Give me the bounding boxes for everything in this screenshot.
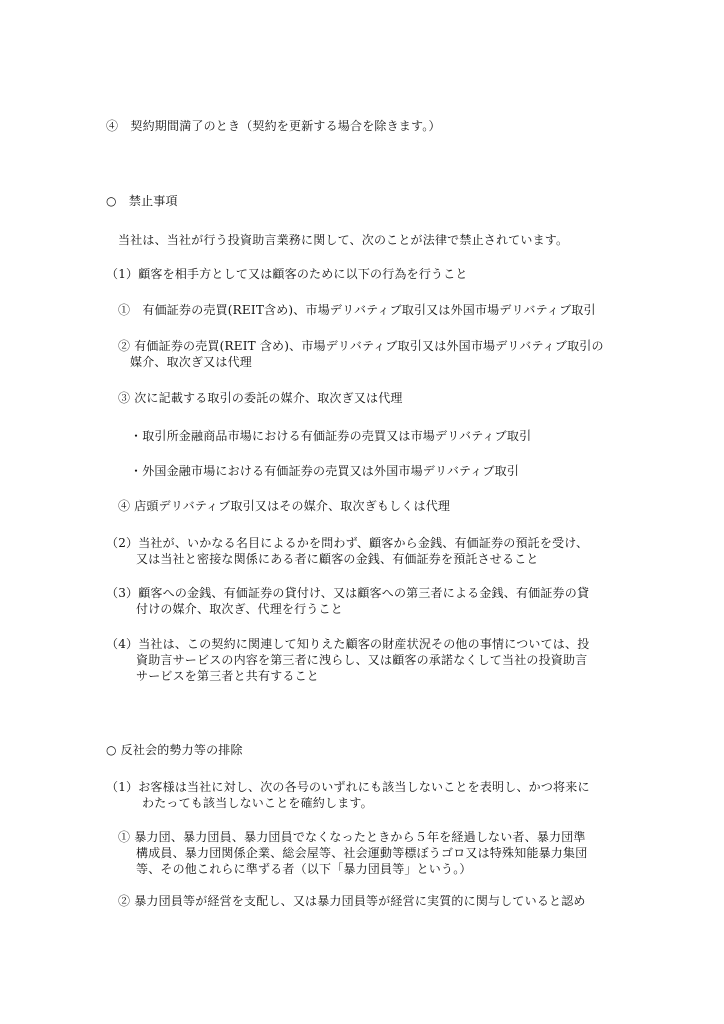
prohibited-intro: 当社は、当社が行う投資助言業務に関して、次のことが法律で禁止されています。 — [118, 233, 569, 247]
prohibited-item-1-sub-2-line-2: 媒介、取次ぎ又は代理 — [130, 355, 253, 369]
prohibited-item-1-sub-2-line-1: ② 有価証券の売買(REIT 含め)、市場デリバティブ取引又は外国市場デリバティブ取引の — [118, 339, 604, 353]
previous-item-4: ④ 契約期間満了のとき（契約を更新する場合を除きます。） — [106, 119, 441, 133]
prohibited-item-1-sub-3-bullet-1: ・取引所金融商品市場における有価証券の売買又は市場デリバティブ取引 — [130, 429, 532, 443]
antisocial-item-1-line-2: わたっても該当しないことを確約します。 — [142, 796, 373, 810]
prohibited-item-4-line-3: サービスを第三者と共有すること — [136, 669, 320, 683]
antisocial-sub-1-line-3: 等、その他これらに準ずる者（以下「暴力団員等」という。） — [136, 862, 472, 876]
prohibited-item-3-line-2: 付けの媒介、取次ぎ、代理を行うこと — [136, 602, 343, 616]
antisocial-sub-1-line-1: ① 暴力団、暴力団員、暴力団員でなくなったときから５年を経過しない者、暴力団準 — [118, 830, 586, 844]
prohibited-item-1-sub-3: ③ 次に記載する取引の委託の媒介、取次ぎ又は代理 — [118, 391, 403, 405]
antisocial-sub-1-line-2: 構成員、暴力団関係企業、総会屋等、社会運動等標ぼうゴロ又は特殊知能暴力集団 — [136, 846, 588, 860]
prohibited-item-4-line-1: （4）当社は、この契約に関連して知りえた顧客の財産状況その他の事情については、投 — [106, 637, 590, 651]
prohibited-item-3-line-1: （3）顧客への金銭、有価証券の貸付け、又は顧客への第三者による金銭、有価証券の貸 — [106, 586, 590, 600]
prohibited-item-2-line-2: 又は当社と密接な関係にある者に顧客の金銭、有価証券を預託させること — [136, 552, 539, 566]
prohibited-item-1-sub-3-bullet-2: ・外国金融市場における有価証券の売買又は外国市場デリバティブ取引 — [130, 464, 520, 478]
prohibited-item-2-line-1: （2）当社が、いかなる名目によるかを問わず、顧客から金銭、有価証券の預託を受け、 — [106, 536, 589, 550]
prohibited-item-4-line-2: 資助言サービスの内容を第三者に洩らし、又は顧客の承諾なくして当社の投資助言 — [136, 653, 588, 667]
prohibited-item-1: （1）顧客を相手方として又は顧客のために以下の行為を行うこと — [106, 267, 468, 281]
antisocial-sub-2-line-1: ② 暴力団員等が経営を支配し、又は暴力団員等が経営に実質的に関与していると認め — [118, 894, 586, 908]
antisocial-heading: ○ 反社会的勢力等の排除 — [106, 743, 243, 757]
prohibited-item-1-sub-4: ④ 店頭デリバティブ取引又はその媒介、取次ぎもしくは代理 — [118, 499, 451, 513]
prohibited-item-1-sub-1: ① 有価証券の売買(REIT含め)、市場デリバティブ取引又は外国市場デリバティブ取引 — [118, 303, 596, 317]
prohibited-heading: ○ 禁止事項 — [106, 194, 178, 208]
antisocial-item-1-line-1: （1）お客様は当社に対し、次の各号のいずれにも該当しないことを表明し、かつ将来に — [106, 780, 590, 794]
